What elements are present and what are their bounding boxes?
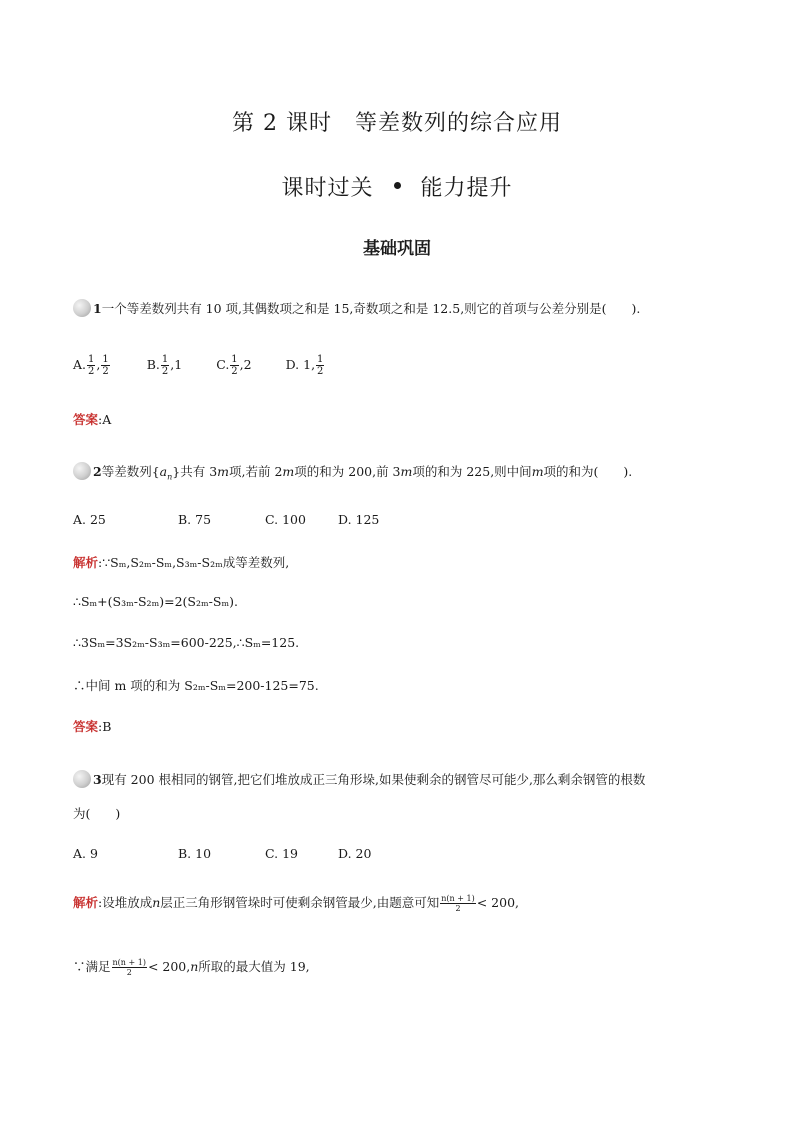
option-c bbox=[216, 354, 251, 377]
q2-analysis-line-4: ∴中间 m 项的和为 S₂ₘ-Sₘ=200-125=75. bbox=[73, 678, 319, 693]
q3-analysis-line-1 bbox=[73, 893, 519, 913]
text: 层正三角形钢管垛时可使剩余钢管最少,由题意可知 bbox=[160, 895, 440, 910]
frac-num: n(n + 1) bbox=[112, 958, 146, 967]
fraction bbox=[87, 354, 95, 377]
q3-option-a: A. 9 bbox=[73, 846, 98, 861]
var-m: m bbox=[400, 464, 413, 479]
sep: , bbox=[96, 357, 101, 372]
answer-value: :B bbox=[98, 719, 112, 734]
q2-option-a: A. 25 bbox=[73, 512, 106, 527]
frac-den: 2 bbox=[126, 968, 132, 977]
question-3 bbox=[73, 770, 645, 790]
text: 项的和为 200,前 3 bbox=[294, 464, 401, 479]
frac-den: 2 bbox=[161, 366, 169, 377]
var-a: a bbox=[159, 464, 168, 479]
text: 等差数列{ bbox=[101, 464, 160, 479]
option-b-label: B. bbox=[146, 357, 160, 372]
q1-options bbox=[73, 354, 325, 377]
option-c-rest: ,2 bbox=[239, 357, 252, 372]
frac-den: 2 bbox=[88, 366, 95, 377]
q3-option-d: D. 20 bbox=[338, 846, 372, 861]
q2-option-c: C. 100 bbox=[265, 512, 306, 527]
fraction bbox=[112, 958, 147, 977]
sub-n: n bbox=[167, 472, 173, 482]
analysis-label: 解析 bbox=[73, 895, 99, 910]
q3-analysis-line-2 bbox=[73, 957, 310, 977]
analysis-label: 解析 bbox=[73, 555, 99, 570]
question-number: 1 bbox=[93, 301, 102, 316]
q2-option-b: B. 75 bbox=[178, 512, 212, 527]
question-2 bbox=[73, 462, 632, 482]
option-d bbox=[286, 354, 326, 377]
q3-option-b: B. 10 bbox=[178, 846, 212, 861]
frac-num: 1 bbox=[161, 354, 169, 365]
frac-num: 1 bbox=[102, 354, 109, 365]
frac-num: 1 bbox=[231, 354, 238, 365]
text: 项的和为( ). bbox=[543, 464, 633, 479]
answer-value: :A bbox=[98, 412, 112, 427]
q2-analysis-line-3: ∴3Sₘ=3S₂ₘ-S₃ₘ=600-225,∴Sₘ=125. bbox=[73, 635, 300, 650]
fraction bbox=[440, 894, 475, 913]
text: :设堆放成 bbox=[98, 895, 153, 910]
fraction bbox=[316, 354, 324, 377]
subtitle-right: 能力提升 bbox=[420, 176, 513, 201]
subtitle-left: 课时过关 bbox=[281, 176, 374, 201]
var-m: m bbox=[531, 464, 544, 479]
var-m: m bbox=[217, 464, 230, 479]
section-heading: 基础巩固 bbox=[363, 239, 431, 259]
frac-den: 2 bbox=[231, 366, 238, 377]
frac-num: n(n + 1) bbox=[441, 894, 475, 903]
page-subtitle bbox=[0, 171, 794, 202]
option-a bbox=[73, 354, 111, 377]
option-a-label: A. bbox=[73, 357, 87, 372]
text: < 200, bbox=[476, 895, 519, 910]
option-b bbox=[147, 354, 182, 377]
text: 项,若前 2 bbox=[229, 464, 283, 479]
option-c-label: C. bbox=[216, 357, 230, 372]
q3-option-c: C. 19 bbox=[265, 846, 298, 861]
var-n: n bbox=[190, 959, 199, 974]
q1-answer bbox=[73, 410, 111, 428]
fraction bbox=[161, 354, 169, 377]
question-text: 一个等差数列共有 10 项,其偶数项之和是 15,奇数项之和是 12.5,则它的首项与公差分别是( ). bbox=[101, 301, 641, 316]
q2-analysis-line-2: ∴Sₘ+(S₃ₘ-S₂ₘ)=2(S₂ₘ-Sₘ). bbox=[73, 594, 238, 609]
var-m: m bbox=[282, 464, 295, 479]
frac-den: 2 bbox=[317, 366, 324, 377]
analysis-text: :∵Sₘ,S₂ₘ-Sₘ,S₃ₘ-S₂ₘ成等差数列, bbox=[98, 555, 290, 570]
fraction bbox=[101, 354, 109, 377]
text: }共有 3 bbox=[172, 464, 218, 479]
question-text-line-2: 为( ) bbox=[73, 806, 121, 821]
frac-den: 2 bbox=[102, 366, 109, 377]
question-marker-icon bbox=[73, 770, 91, 788]
q2-answer bbox=[73, 717, 111, 735]
q2-option-d: D. 125 bbox=[338, 512, 380, 527]
question-number: 2 bbox=[93, 464, 102, 479]
frac-den: 2 bbox=[455, 904, 461, 913]
question-marker-icon bbox=[73, 299, 91, 317]
answer-label: 答案 bbox=[73, 412, 99, 427]
answer-label: 答案 bbox=[73, 719, 99, 734]
var-n: n bbox=[152, 895, 161, 910]
bullet-icon bbox=[394, 182, 401, 189]
question-text-line-1: 现有 200 根相同的钢管,把它们堆放成正三角形垛,如果使剩余的钢管尽可能少,那么剩余钢管的根数 bbox=[101, 772, 646, 787]
q2-analysis-line-1 bbox=[73, 553, 289, 571]
question-number: 3 bbox=[93, 772, 102, 787]
option-d-label: D. 1, bbox=[285, 357, 316, 372]
fraction bbox=[230, 354, 238, 377]
text: 所取的最大值为 19, bbox=[198, 959, 310, 974]
page-title: 第 2 课时 等差数列的综合应用 bbox=[232, 111, 562, 136]
text: 项的和为 225,则中间 bbox=[412, 464, 532, 479]
option-b-rest: ,1 bbox=[170, 357, 183, 372]
question-marker-icon bbox=[73, 462, 91, 480]
frac-num: 1 bbox=[88, 354, 95, 365]
text: < 200, bbox=[147, 959, 191, 974]
question-1 bbox=[73, 299, 640, 319]
text: ∵满足 bbox=[73, 959, 111, 974]
frac-num: 1 bbox=[317, 354, 324, 365]
